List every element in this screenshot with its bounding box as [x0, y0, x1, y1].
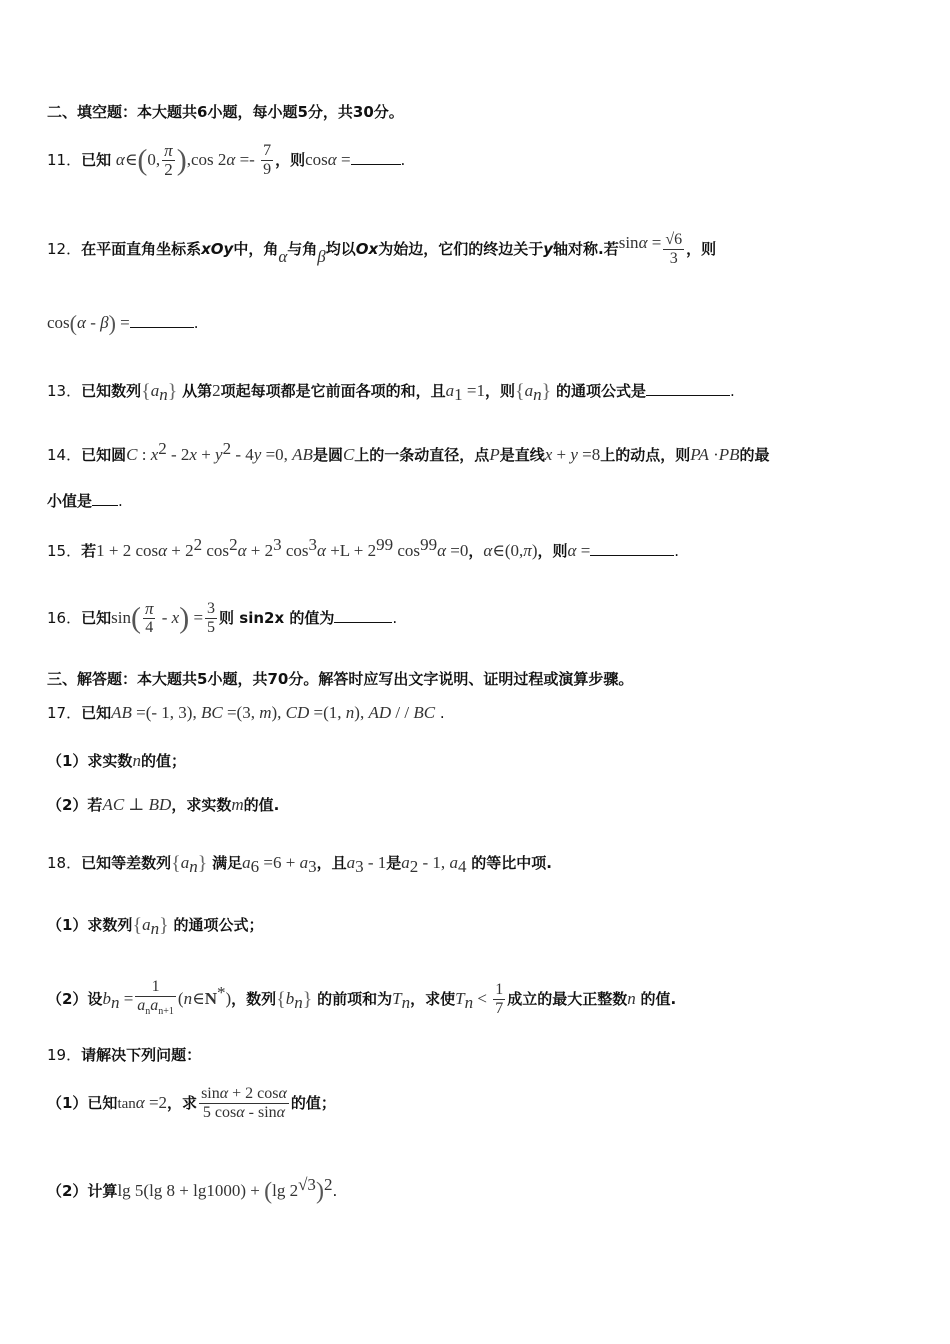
question-14: 14．已知圆C : $x^2 - 2x + y^2 - 4y =0$, AB是圆C上的一条动直径，点P是直线x + y =8上的动点，则PA ·PB的最 — [47, 439, 770, 464]
q14-line2: 小值是 — [47, 492, 93, 510]
q18-p2b: ，数列 — [231, 990, 277, 1008]
q17-pre: 已知 — [81, 704, 112, 722]
answer-blank[interactable] — [351, 150, 401, 165]
q18-pre: 已知等差数列 — [81, 854, 172, 872]
q18-post: 的等比中项. — [471, 854, 552, 872]
q14-post: 的最 — [739, 446, 770, 464]
q17-number: 17． — [47, 704, 82, 722]
q16-pre: 已知 — [81, 609, 112, 627]
question-11: 11．已知 α∈(0, $\frac{\pi}{2}$ ),cos 2α =- $\frac{7}{9}$ ，则cosα = . — [47, 141, 406, 179]
question-14-line2: 小值是 . — [47, 492, 123, 510]
q11-post: ，则 — [275, 151, 306, 169]
q19-text: 请解决下列问题： — [81, 1046, 202, 1064]
answer-blank[interactable] — [130, 313, 194, 328]
q12-text5: 为始边，它们的终边关于 — [378, 240, 544, 258]
question-15: 15．若1 + 2 $\cos\alpha + 2^2$ $\cos^2\alpha + 2^3$ $\cos^3\alpha +L + 2^{99}$ $\cos^{99}\alpha =0$，α∈(0,π)，则α = . — [47, 535, 680, 560]
q12-y: y — [543, 240, 554, 258]
q14-mid2: 上的一条动直径，点 — [354, 446, 490, 464]
q12-text7: ，则 — [686, 240, 717, 258]
question-13: 13．已知数列$\{a_n\}$ 从第2项起每项都是它前面各项的和，且$a_1 =1$，则$\{a_n\}$ 的通项公式是 . — [47, 380, 735, 404]
question-12: 12．在平面直角坐标系xOy中，角α与角β均以Ox为始边，它们的终边关于y轴对称.若sinα = $\frac{√6}{3}$ ，则 — [47, 231, 717, 267]
question-17-part2: （2）若AC ⊥ BD，求实数m的值. — [47, 795, 280, 814]
q17-p2b: ，求实数 — [171, 796, 232, 814]
q18-p1b: 的通项公式； — [173, 916, 264, 934]
q13-mid3: ，则 — [484, 382, 515, 400]
q16-number: 16． — [47, 609, 82, 627]
q19-p2: （2）计算 — [47, 1182, 118, 1200]
q18-mid2: ，且 — [316, 854, 347, 872]
q13-two: 2 — [212, 381, 221, 400]
answer-blank[interactable] — [92, 491, 118, 506]
q12-text1: 在平面直角坐标系 — [81, 240, 202, 258]
q15-pre: 若 — [81, 542, 97, 560]
q15-number: 15． — [47, 542, 82, 560]
section-3-title: 三、解答题：本大题共5小题，共70分。解答时应写出文字说明、证明过程或演算步骤。 — [47, 670, 634, 688]
q12-text2: 中，角 — [233, 240, 279, 258]
question-17-part1: （1）求实数n的值； — [47, 751, 186, 770]
q19-number: 19． — [47, 1046, 82, 1064]
q18-p2e: 成立的最大正整数 — [507, 990, 628, 1008]
q12-text6: 轴对称.若 — [553, 240, 619, 258]
q13-number: 13． — [47, 382, 82, 400]
q13-pre: 已知数列 — [81, 382, 142, 400]
q18-p2c: 的前项和为 — [317, 990, 393, 1008]
question-18-part2: （2）设$b_n$ = $\frac{1}{a_na_{n+1}}$ (n∈N*)，数列$\{b_n\}$ 的前项和为$T_n$，求使$T_n$ < $\frac{1}{7}$ 成立的最大正整数n 的值. — [47, 977, 677, 1018]
q14-mid3: 是直线 — [499, 446, 545, 464]
q12-ox: Ox — [355, 240, 379, 258]
q14-pre: 已知圆 — [81, 446, 127, 464]
question-16: 16．已知sin( $\frac{\pi}{4}$ - x) = $\frac{3}{5}$ 则 sin2x 的值为 . — [47, 599, 398, 636]
question-12-line2: cos(α - β) = . — [47, 310, 199, 336]
answer-blank[interactable] — [590, 541, 674, 556]
q19-p1: （1）已知 — [47, 1094, 118, 1112]
q14-mid1: 是圆 — [312, 446, 343, 464]
question-17: 17．已知AB =(- 1, 3), BC =(3, m), CD =(1, n), AD / / BC . — [47, 703, 445, 722]
q11-number: 11． — [47, 151, 82, 169]
q13-mid1: 从第 — [182, 382, 213, 400]
q14-number: 14． — [47, 446, 82, 464]
question-19-part2: （2）计算lg 5(lg 8 + lg1000) + (lg $2^{√3})^2$. — [47, 1175, 338, 1205]
q11-pre: 已知 — [81, 151, 112, 169]
q12-xoy: xOy — [201, 240, 234, 258]
q13-mid2: 项起每项都是它前面各项的和，且 — [220, 382, 446, 400]
q18-mid1: 满足 — [212, 854, 243, 872]
q18-p1: （1）求数列 — [47, 916, 133, 934]
q14-mid4: 上的动点，则 — [600, 446, 691, 464]
q17-p1b: 的值； — [140, 752, 186, 770]
answer-blank[interactable] — [646, 381, 730, 396]
q17-p2: （2）若 — [47, 796, 103, 814]
question-18: 18．已知等差数列$\{a_n\}$ 满足$a_6 =6 + a_3$，且$a_3 - 1$是$a_2 - 1$, $a_4$ 的等比中项. — [47, 852, 552, 876]
q18-p2d: ，求使 — [410, 990, 456, 1008]
q18-p2: （2）设 — [47, 990, 103, 1008]
q16-post: 则 sin2x 的值为 — [219, 609, 335, 627]
q12-number: 12． — [47, 240, 82, 258]
section-2-title: 二、填空题：本大题共6小题，每小题5分，共30分。 — [47, 103, 404, 121]
question-18-part1: （1）求数列$\{a_n\}$ 的通项公式； — [47, 914, 264, 938]
q13-post: 的通项公式是 — [556, 382, 647, 400]
q17-p1: （1）求实数 — [47, 752, 133, 770]
question-19-part1: （1）已知tanα =2，求 $\frac{\sin\alpha + 2 \cos\alpha}{5 \cos\alpha - \sin\alpha}$ 的值； — [47, 1085, 336, 1121]
q17-p2c: 的值. — [243, 796, 280, 814]
q18-mid3: 是 — [386, 854, 402, 872]
q12-text3: 与角 — [287, 240, 318, 258]
question-19 — [47, 1044, 201, 1066]
answer-blank[interactable] — [334, 608, 392, 623]
q19-p1c: 的值； — [290, 1094, 336, 1112]
q12-text4: 均以 — [325, 240, 356, 258]
q18-p2f: 的值. — [640, 990, 677, 1008]
q15-mid: ，则 — [537, 542, 568, 560]
q19-p1b: ，求 — [167, 1094, 198, 1112]
q18-number: 18． — [47, 854, 82, 872]
